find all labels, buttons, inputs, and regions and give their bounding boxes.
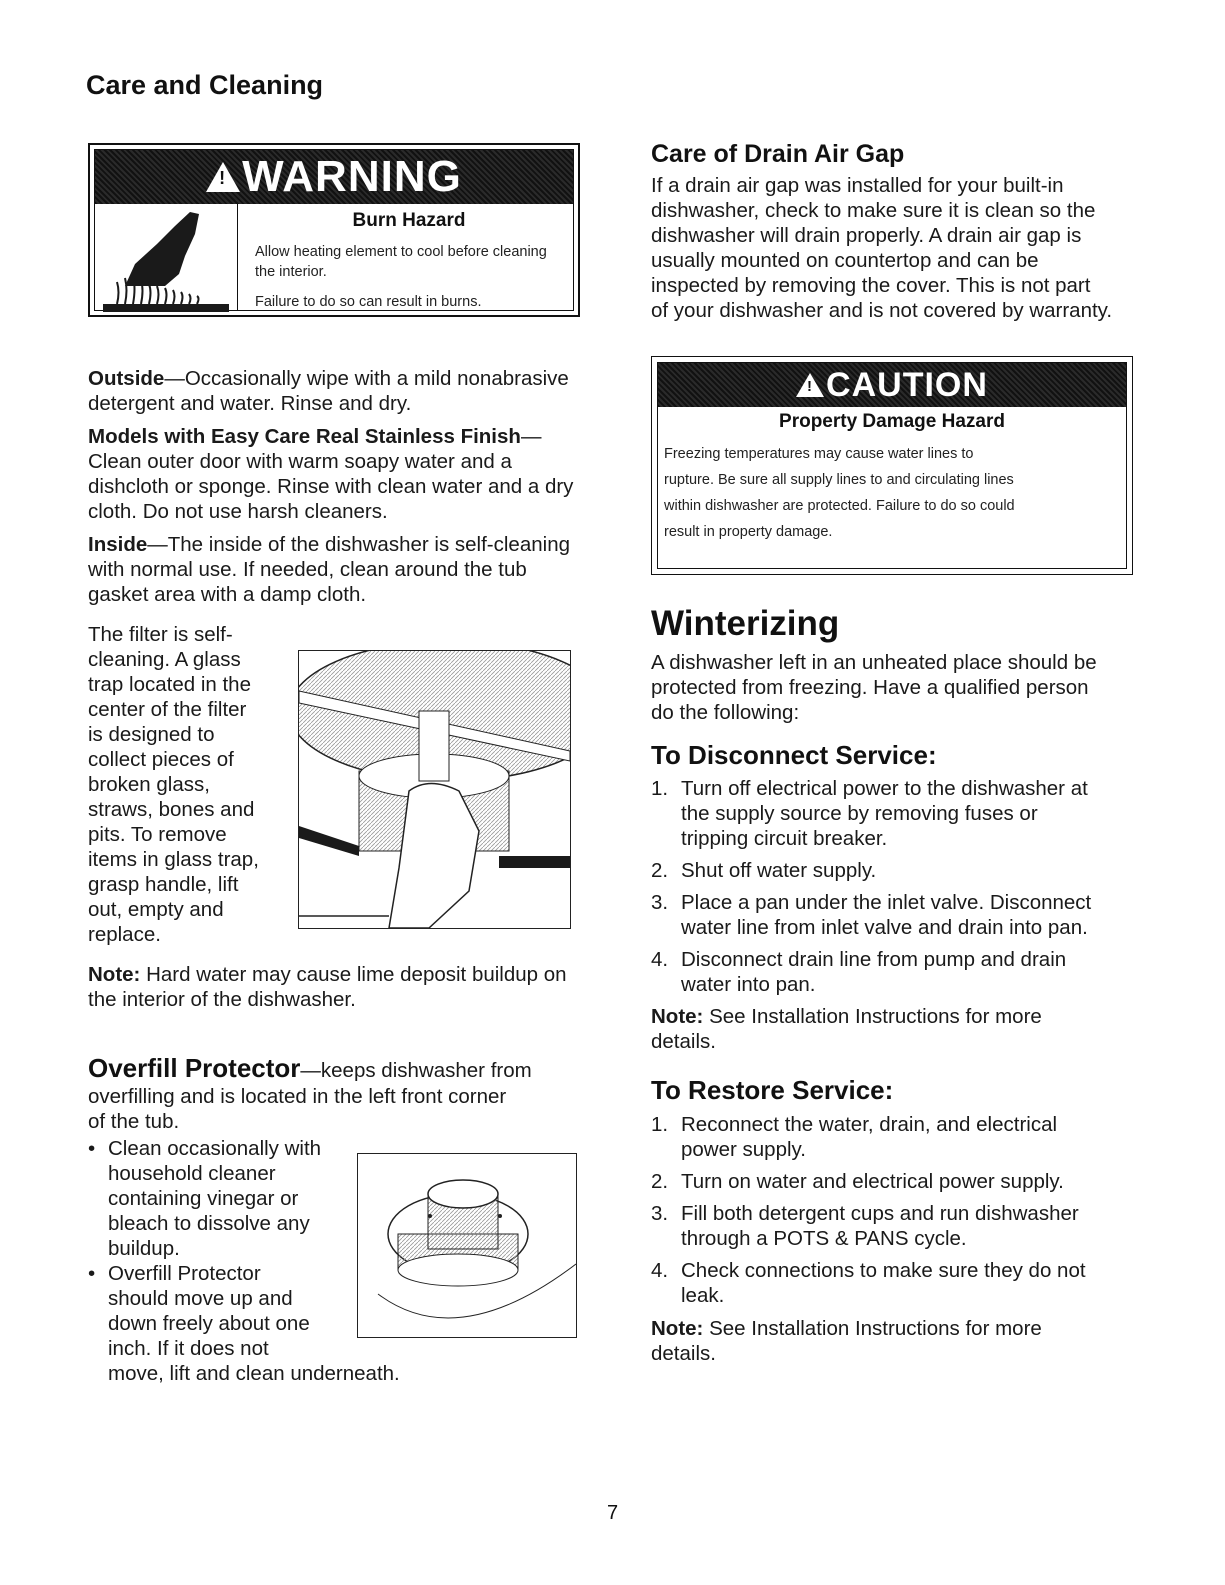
filter-line: out, empty and: [88, 898, 224, 921]
filter-line: replace.: [88, 923, 161, 946]
disconnect-note: [651, 1004, 1151, 1054]
overfill-text-1: —keeps dishwasher from: [300, 1059, 532, 1082]
warning-text-1: Allow heating element to cool before cleaning the interior.: [255, 244, 547, 280]
air-gap-heading: Care of Drain Air Gap: [651, 140, 905, 168]
filter-line: The filter is self-: [88, 623, 233, 646]
filter-line: collect pieces of: [88, 748, 234, 771]
step-item: [651, 1201, 1151, 1251]
stainless-paragraph: [88, 424, 578, 524]
filter-line: items in glass trap,: [88, 848, 259, 871]
step-line: the supply source by removing fuses or: [681, 802, 1038, 825]
step-line: Turn on water and electrical power supply.: [681, 1170, 1064, 1193]
caution-banner: [658, 363, 1126, 407]
outside-paragraph: [88, 366, 578, 416]
caution-text: [664, 441, 1122, 545]
winterizing-line: A dishwasher left in an unheated place should be: [651, 651, 1097, 674]
burn-hand-icon: [95, 204, 238, 310]
overfill-description: [88, 1084, 578, 1134]
inside-paragraph: [88, 532, 578, 607]
air-gap-paragraph: [651, 173, 1171, 323]
bullet-line: buildup.: [108, 1237, 180, 1260]
step-number: 2.: [651, 859, 669, 882]
step-line: Disconnect drain line from pump and drain: [681, 948, 1067, 971]
bullet-mark: •: [88, 1262, 96, 1285]
air-gap-line: If a drain air gap was installed for your built-in: [651, 174, 1064, 197]
winterizing-paragraph: [651, 650, 1151, 725]
note-label: Note:: [651, 1317, 704, 1340]
restore-note: [651, 1316, 1151, 1366]
note-text: Hard water may cause lime deposit buildup on the interior of the dishwasher.: [88, 963, 567, 1011]
bullet-line: containing vinegar or: [108, 1187, 299, 1210]
note-text: See Installation Instructions for more: [703, 1317, 1042, 1340]
filter-line: trap located in the: [88, 673, 251, 696]
step-item: [651, 890, 1151, 940]
disconnect-heading: To Disconnect Service:: [651, 740, 937, 770]
caution-title: CAUTION: [826, 365, 988, 404]
note-label: Note:: [88, 963, 141, 986]
inside-label: Inside: [88, 533, 148, 556]
air-gap-line: dishwasher will drain properly. A drain air gap is: [651, 224, 1082, 247]
warning-title: WARNING: [242, 152, 462, 201]
disconnect-steps: [651, 776, 1151, 1004]
step-line: Check connections to make sure they do not: [681, 1259, 1086, 1282]
overfill-text-2: overfilling and is located in the left front corner: [88, 1085, 507, 1108]
winterizing-heading: Winterizing: [651, 604, 840, 643]
bullet-line: bleach to dissolve any: [108, 1212, 310, 1235]
step-line: tripping circuit breaker.: [681, 827, 888, 850]
step-line: leak.: [681, 1284, 725, 1307]
filter-line: is designed to: [88, 723, 215, 746]
warning-subtitle: Burn Hazard: [352, 210, 466, 231]
caution-subtitle: Property Damage Hazard: [779, 411, 1005, 432]
step-item: [651, 947, 1151, 997]
note-label: Note:: [651, 1005, 704, 1028]
caution-line: result in property damage.: [664, 524, 833, 540]
bullet-line: Overfill Protector: [108, 1262, 261, 1285]
step-line: Reconnect the water, drain, and electrical: [681, 1113, 1058, 1136]
overfill-heading: [88, 1053, 588, 1084]
inside-text: —The inside of the dishwasher is self-cleaning with normal use. If needed, clean around the tub gasket area with a damp cloth.: [88, 533, 570, 606]
air-gap-line: of your dishwasher and is not covered by warranty.: [651, 299, 1113, 322]
step-number: 1.: [651, 1113, 669, 1136]
hard-water-note: [88, 962, 578, 1012]
page-title: Care and Cleaning: [86, 70, 324, 100]
step-line: Fill both detergent cups and run dishwasher: [681, 1202, 1079, 1225]
step-line: water into pan.: [681, 973, 816, 996]
bullet-line: should move up and: [108, 1287, 293, 1310]
bullet-line: Clean occasionally with: [108, 1137, 322, 1160]
outside-text: —Occasionally wipe with a mild nonabrasive detergent and water. Rinse and dry.: [88, 367, 569, 415]
alert-triangle-icon: !: [796, 373, 824, 397]
bullet-line: down freely about one: [108, 1312, 310, 1335]
step-number: 4.: [651, 948, 669, 971]
step-line: Turn off electrical power to the dishwasher at: [681, 777, 1088, 800]
step-number: 2.: [651, 1170, 669, 1193]
air-gap-line: dishwasher, check to make sure it is clean so the: [651, 199, 1096, 222]
step-line: Place a pan under the inlet valve. Disconnect: [681, 891, 1092, 914]
restore-steps: [651, 1112, 1151, 1315]
note-text: details.: [651, 1030, 716, 1053]
step-number: 4.: [651, 1259, 669, 1282]
warning-banner: [95, 150, 573, 204]
step-item: [651, 858, 1151, 883]
step-item: [651, 776, 1151, 851]
filter-line: cleaning. A glass: [88, 648, 241, 671]
alert-triangle-icon: !: [206, 162, 240, 192]
bullet-mark: •: [88, 1137, 96, 1160]
step-line: through a POTS & PANS cycle.: [681, 1227, 967, 1250]
step-item: [651, 1112, 1151, 1162]
note-text: See Installation Instructions for more: [703, 1005, 1042, 1028]
filter-paragraph: [88, 622, 288, 947]
caution-line: rupture. Be sure all supply lines to and circulating lines: [664, 472, 1014, 488]
stainless-label: Models with Easy Care Real Stainless Finish: [88, 425, 521, 448]
winterizing-line: do the following:: [651, 701, 800, 724]
step-line: power supply.: [681, 1138, 806, 1161]
overfill-text-3: of the tub.: [88, 1110, 180, 1133]
filter-line: broken glass,: [88, 773, 210, 796]
warning-box: [88, 143, 580, 317]
care-instructions: [88, 366, 578, 615]
bullet-line: household cleaner: [108, 1162, 276, 1185]
glass-trap-illustration: [298, 650, 571, 929]
overfill-title: Overfill Protector: [88, 1053, 301, 1083]
air-gap-line: inspected by removing the cover. This is not part: [651, 274, 1091, 297]
step-number: 3.: [651, 891, 669, 914]
step-line: Shut off water supply.: [681, 859, 877, 882]
step-item: [651, 1258, 1151, 1308]
winterizing-line: protected from freezing. Have a qualified person: [651, 676, 1089, 699]
step-line: water line from inlet valve and drain into pan.: [681, 916, 1088, 939]
caution-line: within dishwasher are protected. Failure to do so could: [664, 498, 1015, 514]
step-item: [651, 1169, 1151, 1194]
overfill-protector-illustration: [357, 1153, 577, 1338]
filter-line: grasp handle, lift: [88, 873, 239, 896]
caution-box: [651, 356, 1133, 575]
bullet-line: move, lift and clean underneath.: [108, 1362, 400, 1385]
restore-heading: To Restore Service:: [651, 1075, 894, 1105]
caution-line: Freezing temperatures may cause water lines to: [664, 446, 974, 462]
outside-label: Outside: [88, 367, 165, 390]
step-number: 3.: [651, 1202, 669, 1225]
note-text: details.: [651, 1342, 716, 1365]
filter-line: pits. To remove: [88, 823, 227, 846]
bullet-line: inch. If it does not: [108, 1337, 269, 1360]
air-gap-line: usually mounted on countertop and can be: [651, 249, 1039, 272]
warning-text-2: Failure to do so can result in burns.: [255, 294, 482, 310]
page-number: 7: [606, 1502, 619, 1524]
filter-line: center of the filter: [88, 698, 247, 721]
filter-line: straws, bones and: [88, 798, 255, 821]
step-number: 1.: [651, 777, 669, 800]
stainless-text: —Clean outer door with warm soapy water and a dishcloth or sponge. Rinse with clean water and a dry cloth. Do not use harsh cleaners.: [88, 425, 574, 523]
